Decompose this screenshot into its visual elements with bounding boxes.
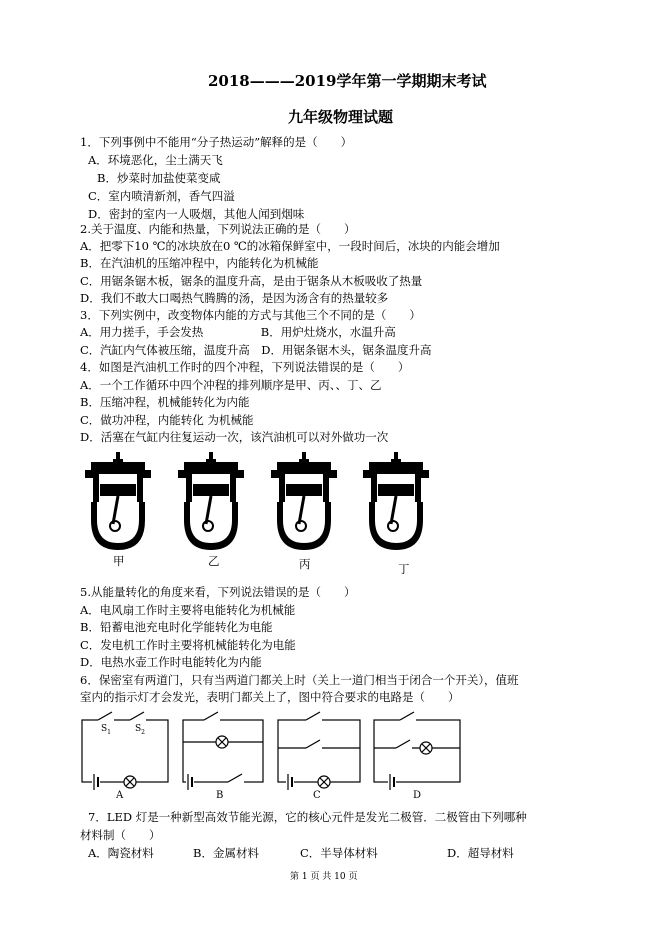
q2-option-b: B．在汽油机的压缩冲程中，内能转化为机械能 bbox=[80, 256, 319, 270]
engine-label-ding: 丁 bbox=[398, 562, 410, 576]
circuit-label-a: A bbox=[116, 790, 124, 801]
page-subtitle: 九年级物理试题 bbox=[288, 108, 394, 126]
q2-option-c: C．用锯条锯木板，锯条的温度升高，是由于锯条从木板吸收了热量 bbox=[80, 274, 423, 288]
q2-option-d: D．我们不敢大口喝热气腾腾的汤，是因为汤含有的热量较多 bbox=[80, 291, 389, 305]
engine-label-bing: 丙 bbox=[299, 557, 311, 571]
q5-option-a: A．电风扇工作时主要将电能转化为机械能 bbox=[80, 603, 296, 617]
q4-option-b: B．压缩冲程，机械能转化为内能 bbox=[80, 395, 250, 409]
q3-stem: 3．下列实例中，改变物体内能的方式与其他三个不同的是（ ） bbox=[80, 308, 421, 322]
q6-stem-line1: 6．保密室有两道门，只有当两道门都关上时（关上一道门相当于闭合一个开关），值班 bbox=[80, 673, 519, 687]
circuit-label-d: D bbox=[413, 790, 422, 801]
q2-option-a: A．把零下10 ℃的冰块放在0 ℃的冰箱保鲜室中，一段时间后，冰块的内能会增加 bbox=[80, 239, 500, 253]
q7-stem-line1: 7．LED 灯是一种新型高效节能光源，它的核心元件是发光二极管．二极管由下列哪种 bbox=[88, 810, 527, 824]
q7-stem-line2: 材料制（ ） bbox=[80, 828, 161, 842]
q1-option-b: B．炒菜时加盐使菜变咸 bbox=[97, 171, 221, 185]
switch-label-s2: $S_2$ bbox=[135, 724, 145, 736]
q1-stem: 1．下列事例中不能用“分子热运动”解释的是（ ） bbox=[80, 135, 353, 149]
q4-option-a: A．一个工作循环中四个冲程的排列顺序是甲、丙、、丁、乙 bbox=[80, 378, 382, 392]
engine-label-jia: 甲 bbox=[113, 554, 125, 568]
q2-stem: 2.关于温度、内能和热量，下列说法正确的是（ ） bbox=[80, 222, 356, 236]
q1-option-a: A．环境恶化，尘土满天飞 bbox=[88, 153, 223, 167]
q5-stem: 5.从能量转化的角度来看，下列说法错误的是（ ） bbox=[80, 585, 356, 599]
q3-options-cd: C．汽缸内气体被压缩，温度升高 D．用锯条锯木头，锯条温度升高 bbox=[80, 343, 432, 357]
q4-option-d: D．活塞在气缸内往复运动一次，该汽油机可以对外做功一次 bbox=[80, 430, 389, 444]
q7-option-a: A．陶瓷材料 bbox=[88, 846, 154, 860]
engine-label-yi: 乙 bbox=[208, 554, 220, 568]
q7-option-c: C．半导体材料 bbox=[300, 846, 378, 860]
page-title: 2018———2019学年第一学期期末考试 bbox=[208, 72, 487, 90]
circuit-diagrams-figure bbox=[0, 706, 661, 806]
q7-option-b: B．金属材料 bbox=[193, 846, 259, 860]
circuit-label-c: C bbox=[313, 790, 321, 801]
q4-option-c: C．做功冲程，内能转化 为机械能 bbox=[80, 413, 254, 427]
q6-stem-line2: 室内的指示灯才会发光，表明门都关上了，图中符合要求的电路是（ ） bbox=[80, 690, 460, 704]
circuit-label-b: B bbox=[216, 790, 224, 801]
q1-option-c: C．室内喷清新剂，香气四溢 bbox=[88, 189, 235, 203]
q3-options-ab: A．用力搓手，手会发热 B．用炉灶烧水，水温升高 bbox=[80, 325, 396, 339]
q1-option-d: D．密封的室内一人吸烟，其他人闻到烟味 bbox=[88, 207, 305, 221]
page-footer: 第 1 页 共 10 页 bbox=[290, 872, 358, 882]
q5-option-b: B．铅蓄电池充电时化学能转化为电能 bbox=[80, 620, 273, 634]
q5-option-d: D．电热水壶工作时电能转化为内能 bbox=[80, 655, 262, 669]
engine-strokes-figure bbox=[0, 448, 661, 568]
switch-label-s1: $S_1$ bbox=[101, 724, 111, 736]
q7-option-d: D．超导材料 bbox=[447, 846, 514, 860]
q4-stem: 4．如图是汽油机工作时的四个冲程，下列说法错误的是（ ） bbox=[80, 360, 410, 374]
q5-option-c: C．发电机工作时主要将机械能转化为电能 bbox=[80, 638, 296, 652]
